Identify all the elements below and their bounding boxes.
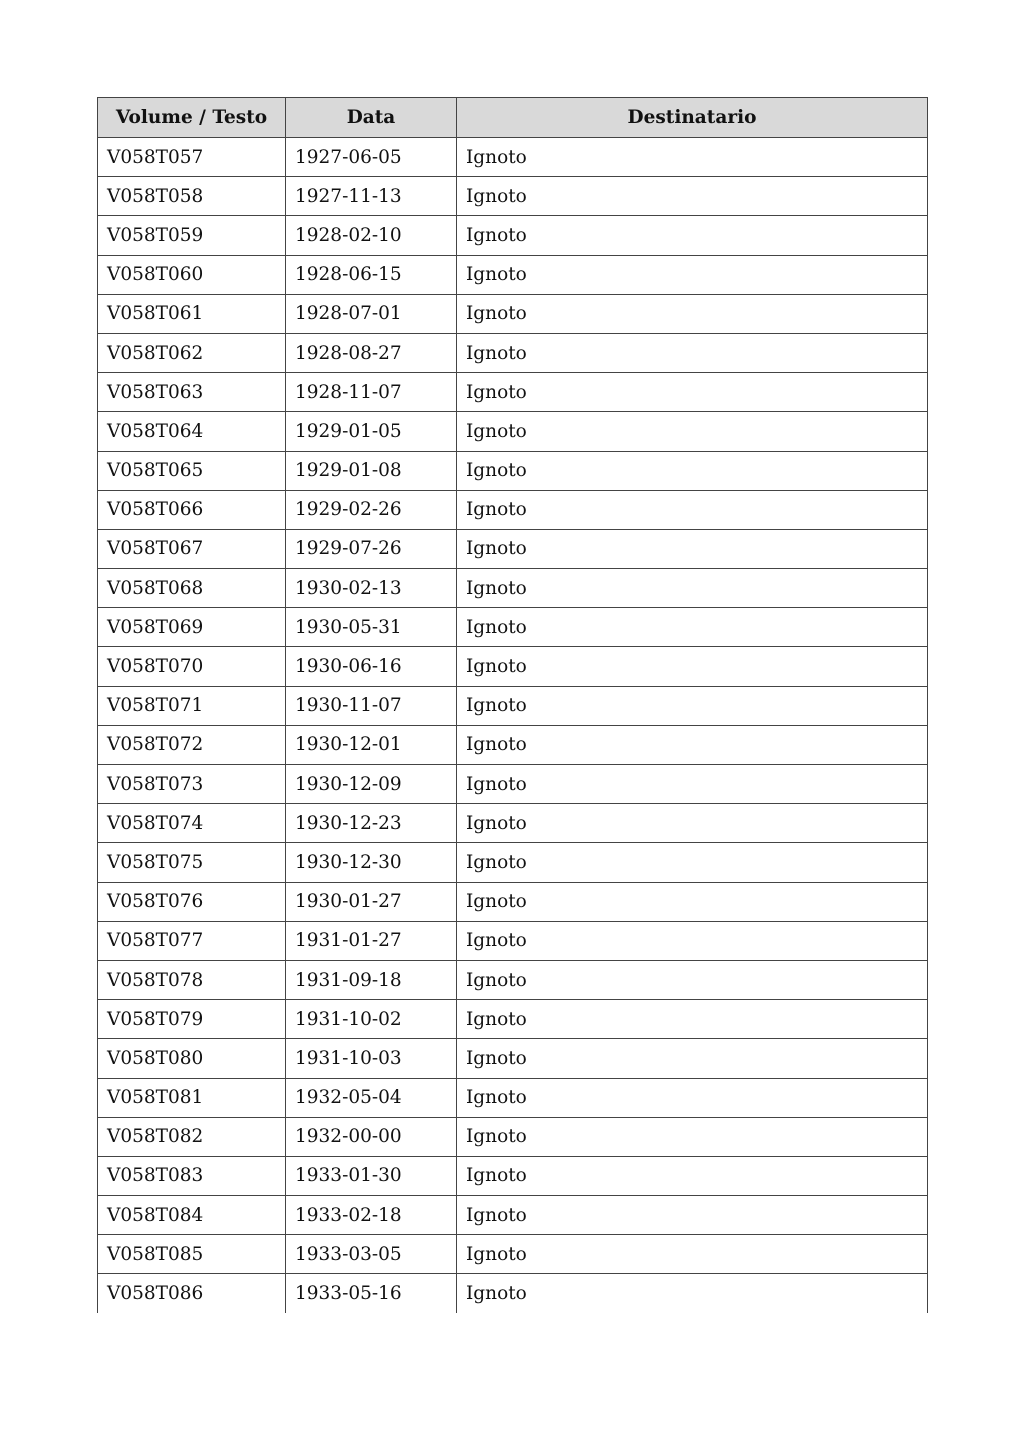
table-row — [98, 882, 928, 921]
cell-data: 1932-05-04 — [286, 1078, 457, 1117]
table-row — [98, 686, 928, 725]
cell-volume-testo: V058T069 — [98, 608, 286, 647]
cell-destinatario: Ignoto — [457, 333, 928, 372]
cell-data: 1928-11-07 — [286, 373, 457, 412]
cell-volume-testo: V058T083 — [98, 1156, 286, 1195]
cell-data: 1931-10-02 — [286, 1000, 457, 1039]
cell-destinatario: Ignoto — [457, 608, 928, 647]
cell-data: 1930-12-01 — [286, 725, 457, 764]
cell-destinatario: Ignoto — [457, 412, 928, 451]
cell-destinatario: Ignoto — [457, 1274, 928, 1313]
cell-volume-testo: V058T062 — [98, 333, 286, 372]
cell-volume-testo: V058T081 — [98, 1078, 286, 1117]
cell-destinatario: Ignoto — [457, 1196, 928, 1235]
cell-volume-testo: V058T077 — [98, 921, 286, 960]
cell-data: 1930-06-16 — [286, 647, 457, 686]
table-row — [98, 1156, 928, 1195]
cell-data: 1931-09-18 — [286, 960, 457, 999]
cell-data: 1931-10-03 — [286, 1039, 457, 1078]
table-row — [98, 1235, 928, 1274]
cell-volume-testo: V058T085 — [98, 1235, 286, 1274]
cell-destinatario: Ignoto — [457, 294, 928, 333]
cell-destinatario: Ignoto — [457, 216, 928, 255]
cell-data: 1928-07-01 — [286, 294, 457, 333]
table-header — [98, 98, 928, 138]
table-row — [98, 765, 928, 804]
cell-volume-testo: V058T079 — [98, 1000, 286, 1039]
table-row — [98, 1078, 928, 1117]
table-row — [98, 608, 928, 647]
cell-destinatario: Ignoto — [457, 529, 928, 568]
table-row — [98, 529, 928, 568]
cell-data: 1927-11-13 — [286, 177, 457, 216]
cell-data: 1929-07-26 — [286, 529, 457, 568]
cell-destinatario: Ignoto — [457, 1117, 928, 1156]
cell-volume-testo: V058T060 — [98, 255, 286, 294]
cell-volume-testo: V058T057 — [98, 138, 286, 177]
cell-destinatario: Ignoto — [457, 843, 928, 882]
table-row — [98, 412, 928, 451]
cell-volume-testo: V058T066 — [98, 490, 286, 529]
table-row — [98, 1274, 928, 1313]
cell-data: 1930-05-31 — [286, 608, 457, 647]
cell-destinatario: Ignoto — [457, 725, 928, 764]
cell-volume-testo: V058T080 — [98, 1039, 286, 1078]
table-row — [98, 843, 928, 882]
table-row — [98, 216, 928, 255]
cell-volume-testo: V058T067 — [98, 529, 286, 568]
cell-data: 1928-02-10 — [286, 216, 457, 255]
cell-destinatario: Ignoto — [457, 1000, 928, 1039]
cell-volume-testo: V058T064 — [98, 412, 286, 451]
cell-destinatario: Ignoto — [457, 451, 928, 490]
cell-destinatario: Ignoto — [457, 255, 928, 294]
cell-destinatario: Ignoto — [457, 765, 928, 804]
cell-destinatario: Ignoto — [457, 569, 928, 608]
letters-table — [97, 97, 928, 1313]
cell-destinatario: Ignoto — [457, 882, 928, 921]
header-destinatario: Destinatario — [457, 98, 928, 138]
cell-data: 1929-02-26 — [286, 490, 457, 529]
table-row — [98, 294, 928, 333]
cell-volume-testo: V058T073 — [98, 765, 286, 804]
cell-destinatario: Ignoto — [457, 804, 928, 843]
cell-data: 1928-08-27 — [286, 333, 457, 372]
cell-volume-testo: V058T058 — [98, 177, 286, 216]
cell-volume-testo: V058T084 — [98, 1196, 286, 1235]
cell-volume-testo: V058T078 — [98, 960, 286, 999]
cell-volume-testo: V058T061 — [98, 294, 286, 333]
table-row — [98, 177, 928, 216]
table-row — [98, 804, 928, 843]
table-row — [98, 490, 928, 529]
cell-volume-testo: V058T086 — [98, 1274, 286, 1313]
cell-destinatario: Ignoto — [457, 647, 928, 686]
cell-data: 1928-06-15 — [286, 255, 457, 294]
table-row — [98, 255, 928, 294]
cell-destinatario: Ignoto — [457, 1078, 928, 1117]
cell-data: 1930-11-07 — [286, 686, 457, 725]
cell-data: 1933-02-18 — [286, 1196, 457, 1235]
cell-data: 1930-01-27 — [286, 882, 457, 921]
cell-data: 1930-02-13 — [286, 569, 457, 608]
cell-destinatario: Ignoto — [457, 1039, 928, 1078]
cell-data: 1931-01-27 — [286, 921, 457, 960]
cell-data: 1927-06-05 — [286, 138, 457, 177]
cell-data: 1933-03-05 — [286, 1235, 457, 1274]
cell-data: 1929-01-05 — [286, 412, 457, 451]
cell-volume-testo: V058T071 — [98, 686, 286, 725]
table-row — [98, 569, 928, 608]
cell-destinatario: Ignoto — [457, 138, 928, 177]
table-row — [98, 1117, 928, 1156]
table-row — [98, 451, 928, 490]
table-row — [98, 725, 928, 764]
table-row — [98, 333, 928, 372]
cell-data: 1930-12-09 — [286, 765, 457, 804]
table-row — [98, 1000, 928, 1039]
cell-destinatario: Ignoto — [457, 373, 928, 412]
table-body — [98, 138, 928, 1313]
cell-destinatario: Ignoto — [457, 490, 928, 529]
cell-data: 1929-01-08 — [286, 451, 457, 490]
cell-data: 1932-00-00 — [286, 1117, 457, 1156]
cell-volume-testo: V058T063 — [98, 373, 286, 412]
cell-volume-testo: V058T075 — [98, 843, 286, 882]
cell-destinatario: Ignoto — [457, 1156, 928, 1195]
table-row — [98, 1039, 928, 1078]
cell-destinatario: Ignoto — [457, 177, 928, 216]
cell-data: 1930-12-23 — [286, 804, 457, 843]
header-row — [98, 98, 928, 138]
cell-volume-testo: V058T072 — [98, 725, 286, 764]
table-row — [98, 921, 928, 960]
cell-destinatario: Ignoto — [457, 960, 928, 999]
cell-volume-testo: V058T076 — [98, 882, 286, 921]
cell-volume-testo: V058T059 — [98, 216, 286, 255]
table-row — [98, 960, 928, 999]
cell-destinatario: Ignoto — [457, 686, 928, 725]
cell-data: 1933-05-16 — [286, 1274, 457, 1313]
cell-volume-testo: V058T068 — [98, 569, 286, 608]
cell-volume-testo: V058T070 — [98, 647, 286, 686]
table-row — [98, 647, 928, 686]
cell-destinatario: Ignoto — [457, 1235, 928, 1274]
cell-data: 1930-12-30 — [286, 843, 457, 882]
header-data: Data — [286, 98, 457, 138]
cell-volume-testo: V058T065 — [98, 451, 286, 490]
table-row — [98, 1196, 928, 1235]
table-row — [98, 373, 928, 412]
header-volume-testo: Volume / Testo — [98, 98, 286, 138]
table-row — [98, 138, 928, 177]
cell-destinatario: Ignoto — [457, 921, 928, 960]
cell-data: 1933-01-30 — [286, 1156, 457, 1195]
cell-volume-testo: V058T074 — [98, 804, 286, 843]
cell-volume-testo: V058T082 — [98, 1117, 286, 1156]
